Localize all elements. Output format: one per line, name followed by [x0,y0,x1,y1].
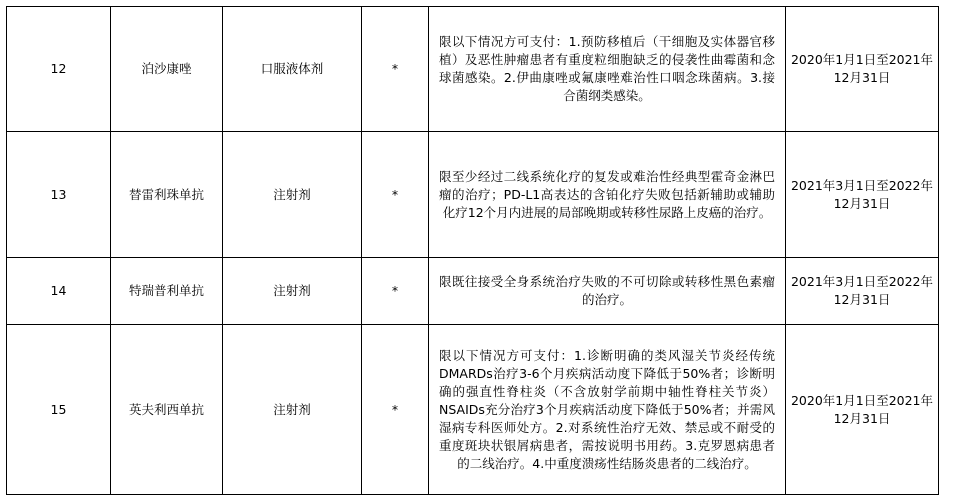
payment-scope-cell [429,132,786,258]
validity-period: 2020年1月1日至2021年12月31日 [790,52,934,85]
mark-cell: * [362,325,429,495]
table-row [7,258,939,325]
mark-cell: * [362,258,429,325]
dosage-form: 注射剂 [223,132,362,258]
payment-scope: 限以下情况方可支付：1.预防移植后（干细胞及实体器官移植）及恶性肿瘤患者有重度粒细胞缺乏的侵袭性曲霉菌和念球菌感染。2.伊曲康唑或氟康唑难治性口咽念珠菌病。3.接合菌纲类感染。 [439,34,775,103]
validity-period-cell [786,258,939,325]
row-number: 14 [7,258,111,325]
payment-scope-cell [429,7,786,132]
table-row [7,132,939,258]
dosage-form: 注射剂 [223,325,362,495]
drug-name: 替雷利珠单抗 [111,132,223,258]
validity-period-cell [786,132,939,258]
drug-reimbursement-table [6,6,939,495]
mark-cell: * [362,132,429,258]
row-number: 15 [7,325,111,495]
validity-period: 2021年3月1日至2022年12月31日 [790,274,934,307]
row-number: 13 [7,132,111,258]
payment-scope-cell [429,325,786,495]
validity-period-cell [786,7,939,132]
table-row [7,325,939,495]
mark-cell: * [362,7,429,132]
payment-scope: 限以下情况方可支付：1.诊断明确的类风湿关节炎经传统DMARDs治疗3-6个月疾病活动度下降低于50%者；诊断明确的强直性脊柱炎（不含放射学前期中轴性脊柱关节炎）NSAIDs充分治疗3个月疾病活动度下降低于50%者；并需风湿病专科医师处方。2.对系统性治疗无效、禁忌或不耐受的重度斑块状银屑病患者，需按说明书用药。3.克罗恩病患者的二线治疗。4.中重度溃疡性结肠炎患者的二线治疗。 [439,347,775,471]
dosage-form: 口服液体剂 [223,7,362,132]
payment-scope: 限既往接受全身系统治疗失败的不可切除或转移性黑色素瘤的治疗。 [439,274,775,307]
table-row [7,7,939,132]
drug-name: 泊沙康唑 [111,7,223,132]
validity-period-cell [786,325,939,495]
drug-name: 特瑞普利单抗 [111,258,223,325]
payment-scope: 限至少经过二线系统化疗的复发或难治性经典型霍奇金淋巴瘤的治疗；PD-L1高表达的含铂化疗失败包括新辅助或辅助化疗12个月内进展的局部晚期或转移性尿路上皮癌的治疗。 [439,168,775,220]
validity-period: 2020年1月1日至2021年12月31日 [790,392,934,426]
validity-period: 2021年3月1日至2022年12月31日 [790,177,934,211]
drug-name: 英夫利西单抗 [111,325,223,495]
row-number: 12 [7,7,111,132]
payment-scope-cell [429,258,786,325]
dosage-form: 注射剂 [223,258,362,325]
